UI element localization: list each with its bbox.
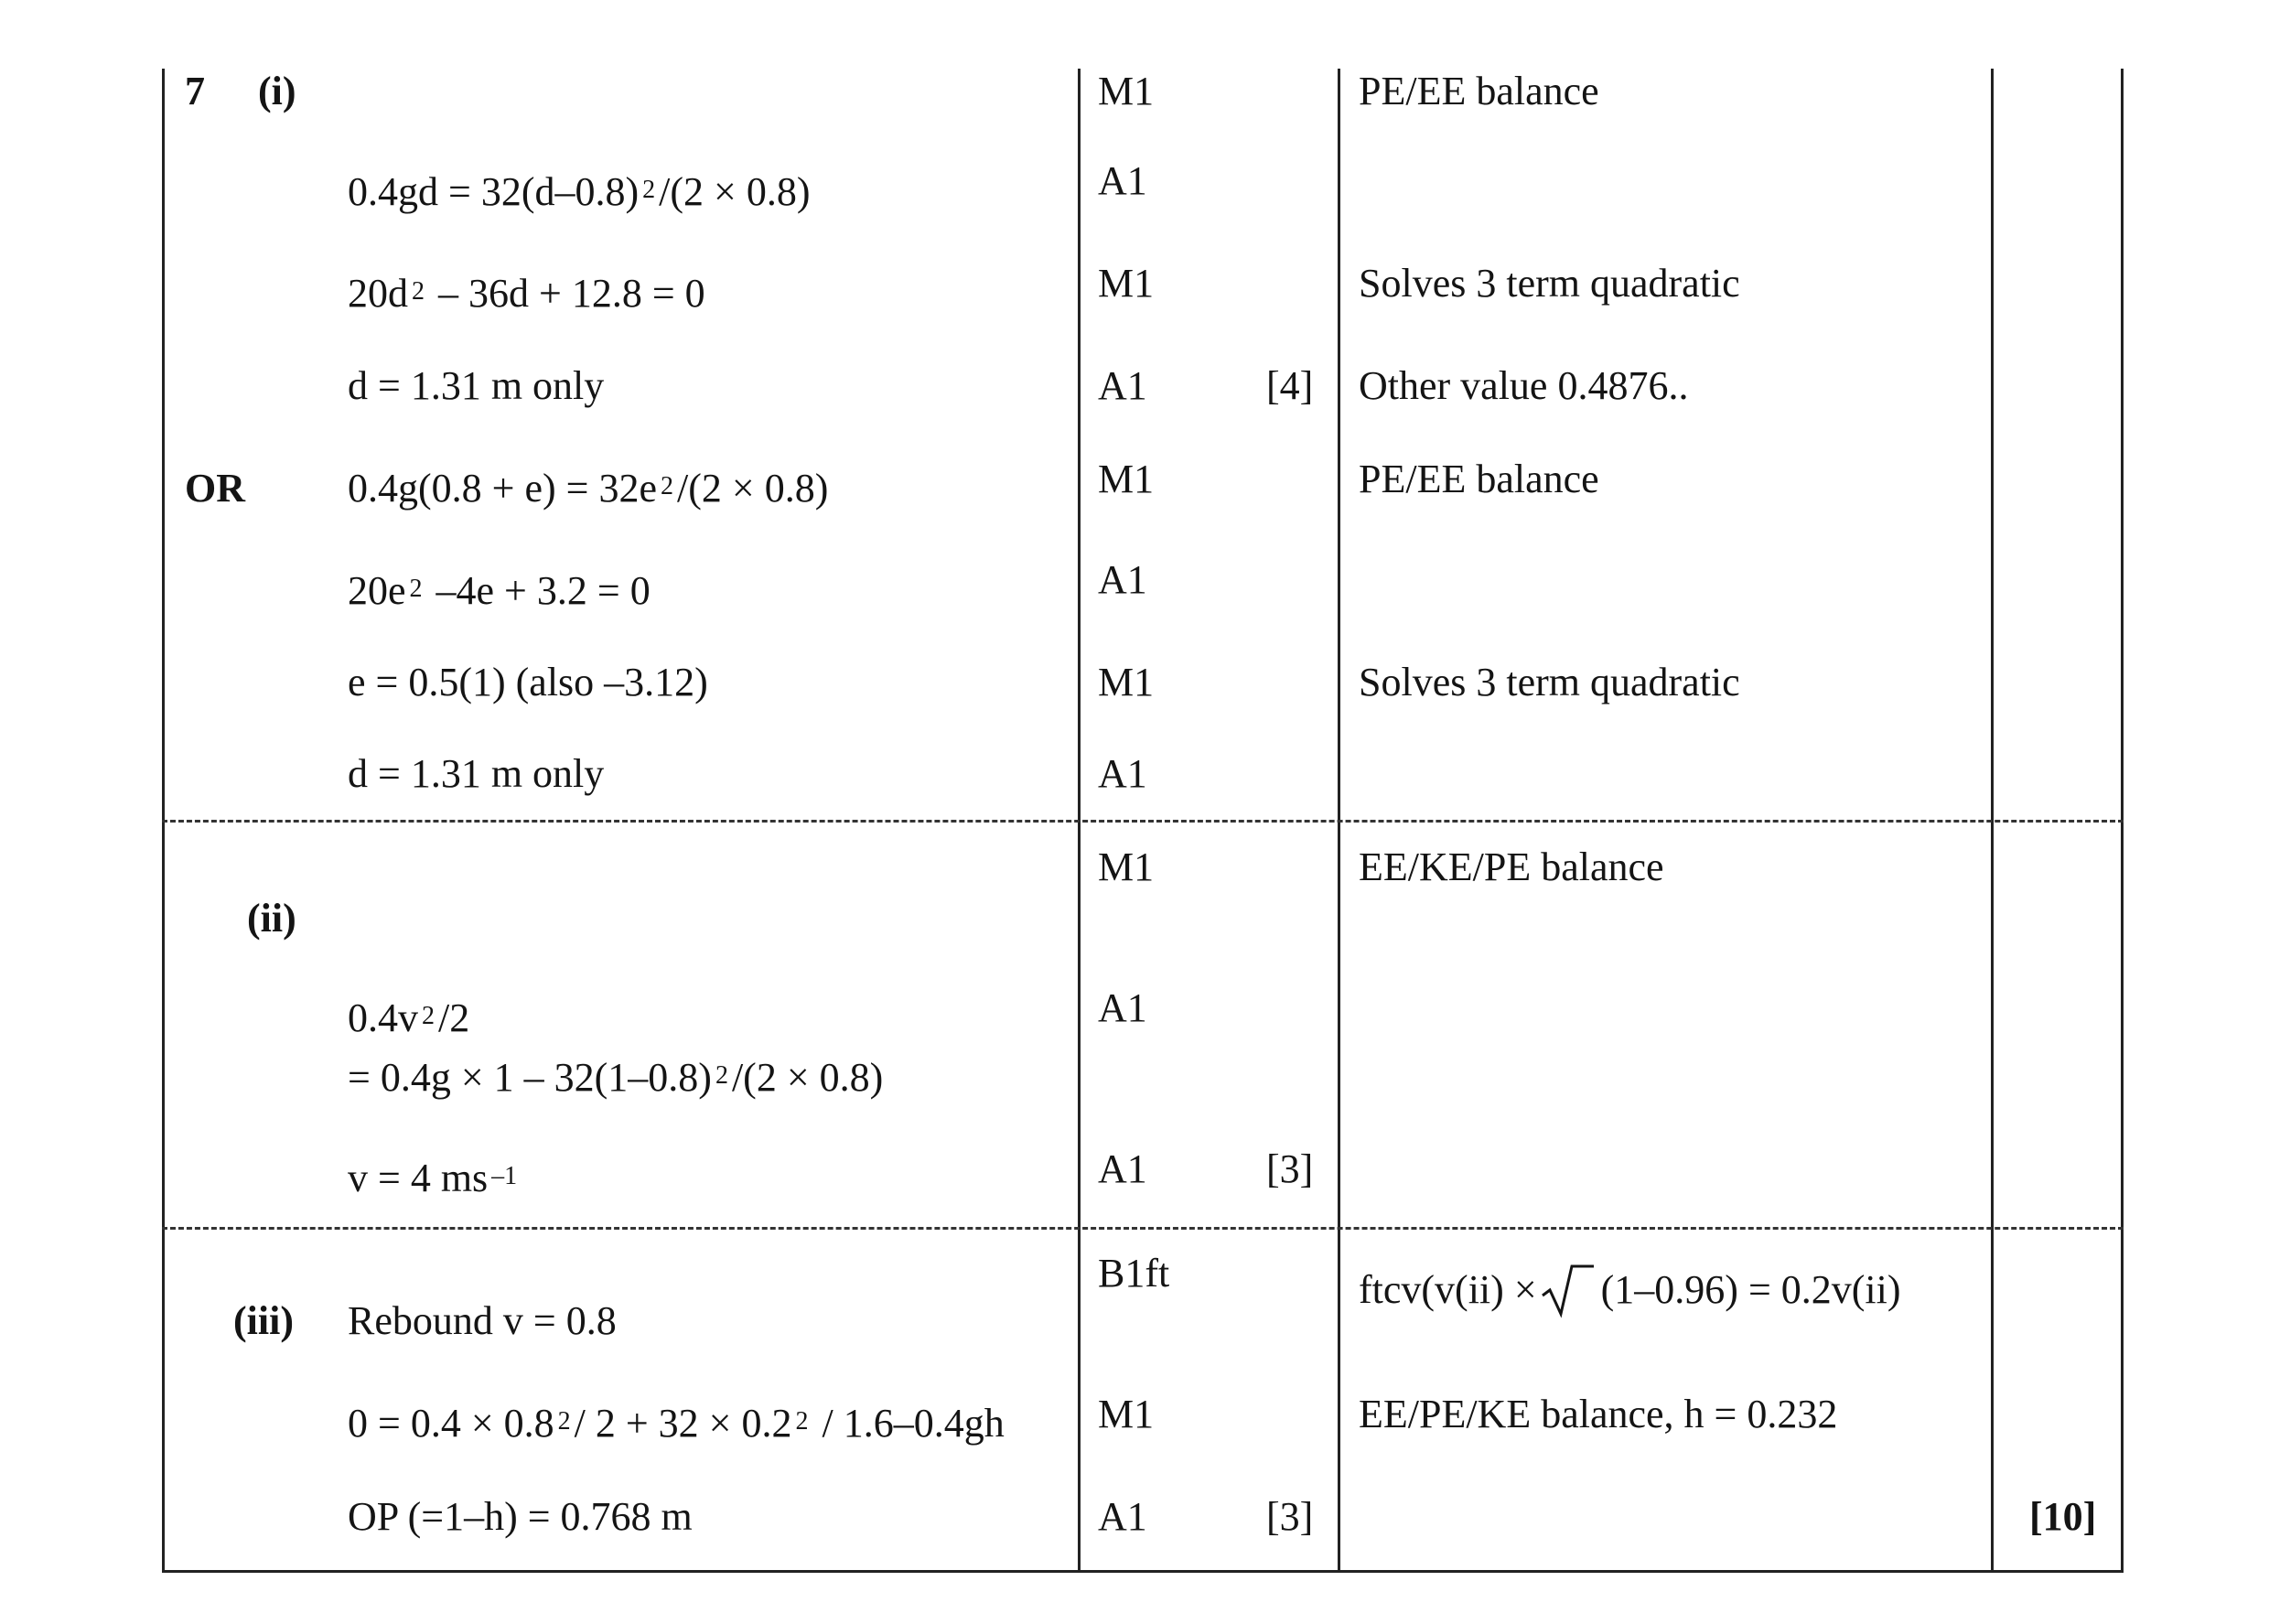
mark-code: A1 — [1098, 985, 1147, 1030]
working-line: 0.4gd = 32(d–0.8) $^2$/(2 × 0.8) — [348, 169, 811, 214]
working-line: OP (=1–h) = 0.768 m — [348, 1494, 693, 1539]
table-bottom-border — [162, 1570, 2124, 1573]
working-line: = 0.4g × 1 – 32(1–0.8) $^2$/(2 × 0.8) — [348, 1055, 884, 1100]
comment-text: EE/KE/PE balance — [1359, 844, 1664, 889]
mark-code: A1 — [1098, 751, 1147, 796]
working-line: d = 1.31 m only — [348, 363, 605, 408]
mark-code: A1 — [1098, 1494, 1147, 1539]
question-number: 7 — [185, 69, 205, 113]
mark-code: A1 — [1098, 363, 1147, 408]
working-line: 0.4v $^2$/2 — [348, 995, 470, 1040]
comment-text: ftcv(v(ii) × (1–0.96) = 0.2v(ii) — [1359, 1267, 1901, 1312]
part-divider-iii — [162, 1227, 2124, 1230]
mark-code: M1 — [1098, 1392, 1155, 1436]
working-line: 20e $^2$ –4e + 3.2 = 0 — [348, 568, 651, 613]
mark-code: A1 — [1098, 557, 1147, 602]
comment-text: PE/EE balance — [1359, 457, 1599, 501]
working-line: 20d $^2$ – 36d + 12.8 = 0 — [348, 271, 705, 316]
mark-code: B1ft — [1098, 1251, 1170, 1296]
working-line: Rebound v = 0.8 — [348, 1298, 617, 1343]
mark-code: A1 — [1098, 158, 1147, 203]
comment-text: Solves 3 term quadratic — [1359, 261, 1740, 306]
question-total: [10] — [2029, 1494, 2097, 1539]
or-label: OR — [185, 466, 245, 511]
mark-code: M1 — [1098, 69, 1155, 113]
mark-code: M1 — [1098, 457, 1155, 501]
part-label-ii: (ii) — [247, 896, 296, 941]
mark-count: [3] — [1266, 1146, 1314, 1191]
working-line: 0.4g(0.8 + e) = 32e $^2$/(2 × 0.8) — [348, 466, 829, 511]
working-line: e = 0.5(1) (also –3.12) — [348, 660, 708, 704]
mark-code: A1 — [1098, 1146, 1147, 1191]
part-label-iii: (iii) — [233, 1298, 294, 1343]
working-line: v = 4 ms $^{-1}$ — [348, 1156, 518, 1200]
comment-text: PE/EE balance — [1359, 69, 1599, 113]
mark-code: M1 — [1098, 261, 1155, 306]
square-root-sign — [1541, 1266, 1596, 1314]
part-divider-ii — [162, 820, 2124, 823]
mark-count: [4] — [1266, 363, 1314, 408]
comment-text: Other value 0.4876.. — [1359, 363, 1689, 408]
working-line: d = 1.31 m only — [348, 751, 605, 796]
working-line: 0 = 0.4 × 0.8 $^2$/ 2 + 32 × 0.2 $^2$ / 1.6–0.4gh — [348, 1401, 1005, 1446]
part-label-i: (i) — [258, 69, 296, 113]
comment-text: EE/PE/KE balance, h = 0.232 — [1359, 1392, 1838, 1436]
comment-text: Solves 3 term quadratic — [1359, 660, 1740, 704]
mark-code: M1 — [1098, 844, 1155, 889]
mark-code: M1 — [1098, 660, 1155, 704]
mark-count: [3] — [1266, 1494, 1314, 1539]
